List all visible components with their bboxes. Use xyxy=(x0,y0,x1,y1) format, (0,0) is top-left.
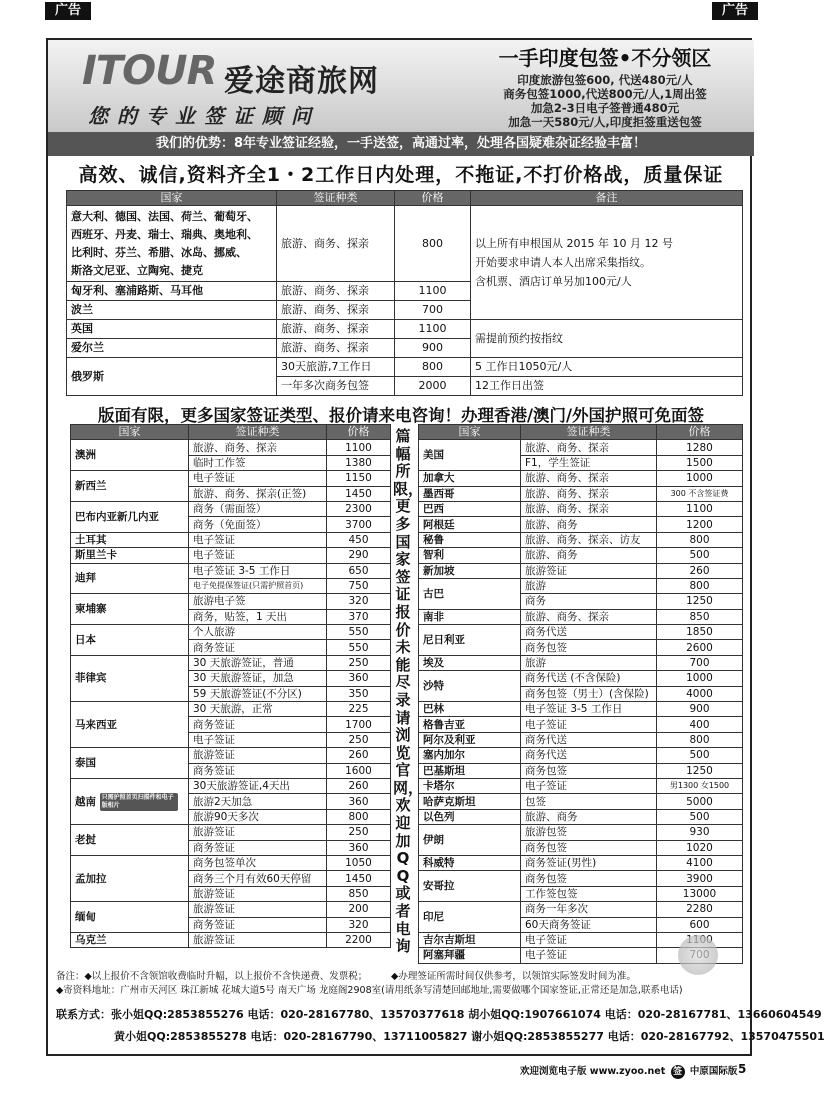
price-cell: 2300 xyxy=(327,501,391,516)
price-cell: 260 xyxy=(657,563,743,578)
country-cell: 巴布内亚新几内亚 xyxy=(71,501,189,532)
col-header: 价格 xyxy=(657,425,743,440)
footer-text: 欢迎浏览电子版 www.zyoo.net xyxy=(520,1066,666,1077)
country-cell: 意大利、德国、法国、荷兰、葡萄牙、 西班牙、丹麦、瑞士、瑞典、奥地利、 比利时、芬兰、希腊、冰岛、挪威、 斯洛文尼亚、立陶宛、捷克 xyxy=(67,206,277,282)
price-cell: 250 xyxy=(327,732,391,747)
table-row xyxy=(67,358,743,377)
table-row xyxy=(419,871,743,886)
country-cell: 卡塔尔 xyxy=(419,778,521,793)
page-number: 5 xyxy=(738,1062,747,1076)
type-cell: 商务包签单次 xyxy=(189,855,327,870)
price-cell: 550 xyxy=(327,625,391,640)
price-cell: 370 xyxy=(327,609,391,624)
price-cell: 4100 xyxy=(657,855,743,870)
type-cell: 电子签证 xyxy=(521,948,657,963)
header xyxy=(48,40,754,132)
country-cell: 斯里兰卡 xyxy=(71,548,189,563)
country-cell: 巴西 xyxy=(419,501,521,516)
country-cell: 塞内加尔 xyxy=(419,748,521,763)
type-cell: 旅游2天加急 xyxy=(189,794,327,809)
col-header: 签证种类 xyxy=(189,425,327,440)
country-cell: 迪拜 xyxy=(71,563,189,594)
price-cell: 1100 xyxy=(395,282,471,301)
price-cell: 930 xyxy=(657,825,743,840)
country-cell: 柬埔寨 xyxy=(71,594,189,625)
type-cell: 电子签证 xyxy=(189,548,327,563)
table-row xyxy=(419,778,743,793)
type-cell: 旅游、商务、探亲 xyxy=(521,501,657,516)
footer xyxy=(520,1064,737,1080)
table-row xyxy=(419,809,743,824)
table-row xyxy=(67,206,743,282)
type-cell: 商务签证 xyxy=(189,640,327,655)
country-cell: 巴林 xyxy=(419,702,521,717)
country-cell: 乌克兰 xyxy=(71,932,189,947)
table-row xyxy=(419,748,743,763)
type-cell: 旅游签证 xyxy=(189,932,327,947)
type-cell: 商务包签 xyxy=(521,871,657,886)
price-cell: 450 xyxy=(327,532,391,547)
country-cell: 泰国 xyxy=(71,748,189,779)
ad-tag-left: 广告 xyxy=(45,2,91,20)
price-cell: 1150 xyxy=(327,471,391,486)
itour-logo: ITOUR xyxy=(82,48,217,94)
country-cell: 安哥拉 xyxy=(419,871,521,902)
col-header: 价格 xyxy=(327,425,391,440)
col-header: 签证种类 xyxy=(521,425,657,440)
type-cell: 旅游、商务、探亲 xyxy=(521,440,657,455)
price-cell: 650 xyxy=(327,563,391,578)
table-row xyxy=(419,501,743,516)
price-cell: 350 xyxy=(327,686,391,701)
type-cell: 旅游、商务、探亲 xyxy=(521,609,657,624)
price-cell: 700 xyxy=(657,655,743,670)
main-visa-table xyxy=(66,190,743,396)
type-cell: 电子签证 xyxy=(521,717,657,732)
type-cell: 30天旅游,7工作日 xyxy=(277,358,395,377)
country-cell: 哈萨克斯坦 xyxy=(419,794,521,809)
table-row xyxy=(71,548,391,563)
price-cell: 1250 xyxy=(657,763,743,778)
price-cell: 300 不含签证费 xyxy=(657,486,743,501)
type-cell: 电子签证 xyxy=(521,932,657,947)
col-header: 价格 xyxy=(395,191,471,206)
col-header: 国家 xyxy=(419,425,521,440)
promo-line: 加急2-3日电子签普通480元 xyxy=(530,101,680,115)
price-cell: 900 xyxy=(657,702,743,717)
price-cell: 2280 xyxy=(657,902,743,917)
price-cell: 1280 xyxy=(657,440,743,455)
table-row xyxy=(71,748,391,763)
country-cell: 匈牙利、塞浦路斯、马耳他 xyxy=(67,282,277,301)
price-cell: 800 xyxy=(657,578,743,593)
scan-only-badge: 只需护照首页扫描件和电子版相片 xyxy=(100,793,178,811)
table-row xyxy=(419,763,743,778)
type-cell: 旅游、商务、探亲(正签) xyxy=(189,486,327,501)
price-cell: 800 xyxy=(327,809,391,824)
table-row xyxy=(419,655,743,670)
type-cell: 商务签证(男性) xyxy=(521,855,657,870)
price-cell: 1100 xyxy=(395,320,471,339)
country-cell: 阿塞拜疆 xyxy=(419,948,521,963)
promo-title: 一手印度包签•不分领区 xyxy=(498,46,712,70)
notes xyxy=(56,970,748,998)
table-row xyxy=(71,440,391,455)
country-cell: 英国 xyxy=(67,320,277,339)
country-cell: 吉尔吉斯坦 xyxy=(419,932,521,947)
country-cell: 缅甸 xyxy=(71,902,189,933)
note-cell: 需提前预约按指纹 xyxy=(471,320,743,358)
country-cell: 古巴 xyxy=(419,578,521,609)
advantage-bar: 我们的优势：8年专业签证经验，一手送签，高通过率，处理各国疑难杂证经验丰富！ xyxy=(48,132,754,156)
type-cell: 旅游、商务、探亲 xyxy=(521,471,657,486)
brand-name: 爱途商旅网 xyxy=(224,64,379,99)
table-row xyxy=(71,532,391,547)
type-cell: 旅游签证 xyxy=(189,886,327,901)
type-cell: 59 天旅游签证(不分区) xyxy=(189,686,327,701)
type-cell: 旅游签证 xyxy=(521,563,657,578)
type-cell: 商务签证 xyxy=(189,917,327,932)
price-cell: 1050 xyxy=(327,855,391,870)
table-row xyxy=(71,471,391,486)
type-cell: 商务，贴签，1 天出 xyxy=(189,609,327,624)
type-cell: 电子签证 xyxy=(521,778,657,793)
country-cell: 马来西亚 xyxy=(71,702,189,748)
table-row xyxy=(419,702,743,717)
type-cell: 商务包签（男士）(含保险) xyxy=(521,686,657,701)
type-cell: 旅游签证 xyxy=(189,748,327,763)
table-row xyxy=(71,855,391,870)
right-visa-table xyxy=(418,424,743,964)
country-cell: 菲律宾 xyxy=(71,655,189,701)
type-cell: 商务包签 xyxy=(521,840,657,855)
type-cell: 旅游、商务、探亲 xyxy=(277,206,395,282)
price-cell: 1020 xyxy=(657,840,743,855)
type-cell: 旅游 xyxy=(521,655,657,670)
type-cell: 电子签证 xyxy=(189,532,327,547)
price-cell: 3700 xyxy=(327,517,391,532)
type-cell: 电子免提保签证(只需护照首页) xyxy=(189,578,327,593)
advert-frame xyxy=(46,38,825,1056)
type-cell: 旅游包签 xyxy=(521,825,657,840)
type-cell: 商务一年多次 xyxy=(521,902,657,917)
type-cell: F1，学生签证 xyxy=(521,455,657,470)
table-row xyxy=(419,825,743,840)
contacts xyxy=(56,1004,825,1048)
type-cell: 旅游、商务、探亲 xyxy=(277,301,395,320)
country-cell: 埃及 xyxy=(419,655,521,670)
country-cell: 墨西哥 xyxy=(419,486,521,501)
publisher: 中原国际版 xyxy=(689,1066,738,1077)
price-cell: 5000 xyxy=(657,794,743,809)
price-cell: 600 xyxy=(657,917,743,932)
type-cell: 商务（免面签） xyxy=(189,517,327,532)
type-cell: 包签 xyxy=(521,794,657,809)
type-cell: 商务三个月有效60天停留 xyxy=(189,871,327,886)
table-row xyxy=(419,609,743,624)
price-cell: 2600 xyxy=(657,640,743,655)
price-cell: 800 xyxy=(657,732,743,747)
table-row xyxy=(419,855,743,870)
type-cell: 30 天旅游签证，加急 xyxy=(189,671,327,686)
contact-line: 联系方式：张小姐QQ:2853855276 电话：020-28167780、13570377618 胡小姐QQ:1907661074 电话：020-28167781、13660604549 xyxy=(56,1008,822,1021)
type-cell: 旅游、商务、探亲 xyxy=(277,339,395,358)
price-cell: 320 xyxy=(327,917,391,932)
price-cell: 1500 xyxy=(657,455,743,470)
table-row xyxy=(71,501,391,516)
price-cell: 360 xyxy=(327,794,391,809)
price-cell: 800 xyxy=(395,358,471,377)
price-cell: 850 xyxy=(657,609,743,624)
price-cell: 1380 xyxy=(327,455,391,470)
price-cell: 500 xyxy=(657,748,743,763)
price-cell: 260 xyxy=(327,778,391,793)
country-cell: 智利 xyxy=(419,548,521,563)
price-cell: 360 xyxy=(327,671,391,686)
note-cell: 5 工作日1050元/人 xyxy=(471,358,743,377)
headline: 高效、诚信,资料齐全1・2工作日内处理，不拖证,不打价格战，质量保证 xyxy=(78,164,724,186)
type-cell: 商务包签 xyxy=(521,640,657,655)
price-cell: 500 xyxy=(657,809,743,824)
left-visa-table xyxy=(70,424,391,948)
type-cell: 商务（需面签） xyxy=(189,501,327,516)
price-cell: 1450 xyxy=(327,486,391,501)
col-header: 国家 xyxy=(71,425,189,440)
country-cell: 伊朗 xyxy=(419,825,521,856)
price-cell: 1600 xyxy=(327,763,391,778)
price-cell: 260 xyxy=(327,748,391,763)
balloon-decoration xyxy=(678,935,718,975)
table-row xyxy=(419,671,743,686)
table-row xyxy=(419,794,743,809)
type-cell: 旅游、商务 xyxy=(521,548,657,563)
country-cell: 以色列 xyxy=(419,809,521,824)
price-cell: 1700 xyxy=(327,717,391,732)
country-cell: 巴基斯坦 xyxy=(419,763,521,778)
price-cell: 250 xyxy=(327,655,391,670)
table-row xyxy=(419,486,743,501)
price-cell: 1850 xyxy=(657,625,743,640)
country-cell: 格鲁吉亚 xyxy=(419,717,521,732)
country-cell: 新西兰 xyxy=(71,471,189,502)
type-cell: 商务包签 xyxy=(521,763,657,778)
type-cell: 60天商务签证 xyxy=(521,917,657,932)
price-cell: 1250 xyxy=(657,594,743,609)
country-cell: 新加坡 xyxy=(419,563,521,578)
type-cell: 电子签证 3-5 工作日 xyxy=(189,563,327,578)
type-cell: 工作签包签 xyxy=(521,886,657,901)
price-cell: 290 xyxy=(327,548,391,563)
col-header: 签证种类 xyxy=(277,191,395,206)
price-cell: 2000 xyxy=(395,377,471,396)
country-cell: 孟加拉 xyxy=(71,855,189,901)
price-cell: 320 xyxy=(327,594,391,609)
table-row xyxy=(71,902,391,917)
type-cell: 商务代送 xyxy=(521,625,657,640)
table-row xyxy=(67,320,743,339)
country-cell: 波兰 xyxy=(67,301,277,320)
table-row xyxy=(71,563,391,578)
country-cell: 科威特 xyxy=(419,855,521,870)
type-cell: 30天旅游签证,4天出 xyxy=(189,778,327,793)
seal-icon: 签 xyxy=(671,1065,685,1079)
table-row xyxy=(419,517,743,532)
price-cell: 3900 xyxy=(657,871,743,886)
type-cell: 30 天旅游，正常 xyxy=(189,702,327,717)
type-cell: 商务签证 xyxy=(189,840,327,855)
price-cell: 男1300 女1500 xyxy=(657,778,743,793)
type-cell: 电子签证 3-5 工作日 xyxy=(521,702,657,717)
country-cell: 爱尔兰 xyxy=(67,339,277,358)
type-cell: 商务签证 xyxy=(189,717,327,732)
type-cell: 旅游、商务 xyxy=(521,517,657,532)
table-row xyxy=(71,625,391,640)
type-cell: 商务代送 xyxy=(521,748,657,763)
ad-tag-right: 广告 xyxy=(712,2,758,20)
type-cell: 商务代送 xyxy=(521,732,657,747)
country-cell: 日本 xyxy=(71,625,189,656)
price-cell: 800 xyxy=(395,206,471,282)
country-cell: 澳洲 xyxy=(71,440,189,471)
price-cell: 900 xyxy=(395,339,471,358)
table-row xyxy=(419,563,743,578)
price-cell: 13000 xyxy=(657,886,743,901)
table-row xyxy=(71,702,391,717)
price-cell: 1200 xyxy=(657,517,743,532)
type-cell: 电子签证 xyxy=(189,732,327,747)
country-cell: 秘鲁 xyxy=(419,532,521,547)
price-cell: 200 xyxy=(327,902,391,917)
table-row xyxy=(71,825,391,840)
price-cell: 1000 xyxy=(657,671,743,686)
note-cell: 12工作日出签 xyxy=(471,377,743,396)
type-cell: 旅游签证 xyxy=(189,902,327,917)
type-cell: 旅游、商务、探亲 xyxy=(277,320,395,339)
type-cell: 旅游、商务、探亲 xyxy=(277,282,395,301)
price-cell: 1100 xyxy=(657,501,743,516)
vertical-notice: 篇幅所限，更多国家签证报价未能尽录请浏览官网，欢迎加QQ或者电询 xyxy=(393,427,424,956)
slogan: 您的专业签证顾问 xyxy=(88,104,320,128)
more-countries-banner: 版面有限，更多国家签证类型、报价请来电咨询！办理香港/澳门/外国护照可免面签 xyxy=(97,406,705,425)
price-cell: 2200 xyxy=(327,932,391,947)
type-cell: 旅游、商务、探亲 xyxy=(189,440,327,455)
country-cell: 美国 xyxy=(419,440,521,471)
country-cell: 土耳其 xyxy=(71,532,189,547)
note-cell: 以上所有申根国从 2015 年 10 月 12 号 开始要求申请人本人出席采集指纹。 含机票、酒店订单另加100元/人 xyxy=(471,206,743,320)
country-cell: 加拿大 xyxy=(419,471,521,486)
table-row xyxy=(419,717,743,732)
type-cell: 临时工作签 xyxy=(189,455,327,470)
country-cell: 尼日利亚 xyxy=(419,625,521,656)
table-row xyxy=(71,594,391,609)
price-cell: 1100 xyxy=(327,440,391,455)
table-row xyxy=(419,732,743,747)
table-row xyxy=(419,471,743,486)
price-cell: 360 xyxy=(327,840,391,855)
india-promo xyxy=(460,42,750,130)
type-cell: 旅游、商务、探亲 xyxy=(521,486,657,501)
type-cell: 旅游签证 xyxy=(189,825,327,840)
table-row xyxy=(419,440,743,455)
price-cell: 225 xyxy=(327,702,391,717)
table-row xyxy=(419,902,743,917)
contact-line: 黄小姐QQ:2853855278 电话：020-28167790、13711005827 谢小姐QQ:2853855277 电话：020-28167792、13570475501 xyxy=(114,1030,825,1043)
table-row xyxy=(419,532,743,547)
type-cell: 旅游、商务、探亲、访友 xyxy=(521,532,657,547)
type-cell: 旅游电子签 xyxy=(189,594,327,609)
type-cell: 商务 xyxy=(521,594,657,609)
price-cell: 700 xyxy=(395,301,471,320)
type-cell: 30 天旅游签证，普通 xyxy=(189,655,327,670)
price-cell: 1450 xyxy=(327,871,391,886)
country-cell: 南非 xyxy=(419,609,521,624)
promo-line: 加急一天580元/人,印度拒签重送包签 xyxy=(508,115,702,129)
promo-line: 印度旅游包签600, 代送480元/人 xyxy=(517,73,693,87)
country-cell: 阿根廷 xyxy=(419,517,521,532)
table-row xyxy=(71,778,391,793)
price-cell: 4000 xyxy=(657,686,743,701)
price-cell: 750 xyxy=(327,578,391,593)
table-row xyxy=(71,655,391,670)
table-row xyxy=(71,932,391,947)
type-cell: 商务签证 xyxy=(189,763,327,778)
col-header: 备注 xyxy=(471,191,743,206)
note-line: 备注：◆以上报价不含领馆收费临时升幅，以上报价不含快递费、发票税； ◆办理签证所需时间仅供参考，以领馆实际签发时间为准。 xyxy=(56,971,636,982)
type-cell: 电子签证 xyxy=(189,471,327,486)
price-cell: 400 xyxy=(657,717,743,732)
type-cell: 商务代送 (不含保险) xyxy=(521,671,657,686)
type-cell: 旅游 xyxy=(521,578,657,593)
country-cell: 印尼 xyxy=(419,902,521,933)
type-cell: 个人旅游 xyxy=(189,625,327,640)
promo-line: 商务包签1000,代送800元/人,1周出签 xyxy=(503,87,707,101)
price-cell: 500 xyxy=(657,548,743,563)
type-cell: 旅游90天多次 xyxy=(189,809,327,824)
note-line: ◆寄资料地址：广州市天河区 珠江新城 花城大道5号 南天广场 龙庭阁2908室(请用纸条写清楚回邮地址,需要做哪个国家签证,正常还是加急,联系电话) xyxy=(56,985,683,996)
price-cell: 1000 xyxy=(657,471,743,486)
country-cell: 俄罗斯 xyxy=(67,358,277,396)
table-row xyxy=(419,578,743,593)
price-cell: 550 xyxy=(327,640,391,655)
price-cell: 800 xyxy=(657,532,743,547)
table-row xyxy=(419,625,743,640)
price-cell: 250 xyxy=(327,825,391,840)
price-cell: 850 xyxy=(327,886,391,901)
country-cell: 沙特 xyxy=(419,671,521,702)
country-cell: 越南 只需护照首页扫描件和电子版相片 xyxy=(71,778,189,824)
table-row xyxy=(419,548,743,563)
type-cell: 一年多次商务包签 xyxy=(277,377,395,396)
country-cell: 阿尔及利亚 xyxy=(419,732,521,747)
col-header: 国家 xyxy=(67,191,277,206)
type-cell: 旅游、商务 xyxy=(521,809,657,824)
country-cell: 老挝 xyxy=(71,825,189,856)
